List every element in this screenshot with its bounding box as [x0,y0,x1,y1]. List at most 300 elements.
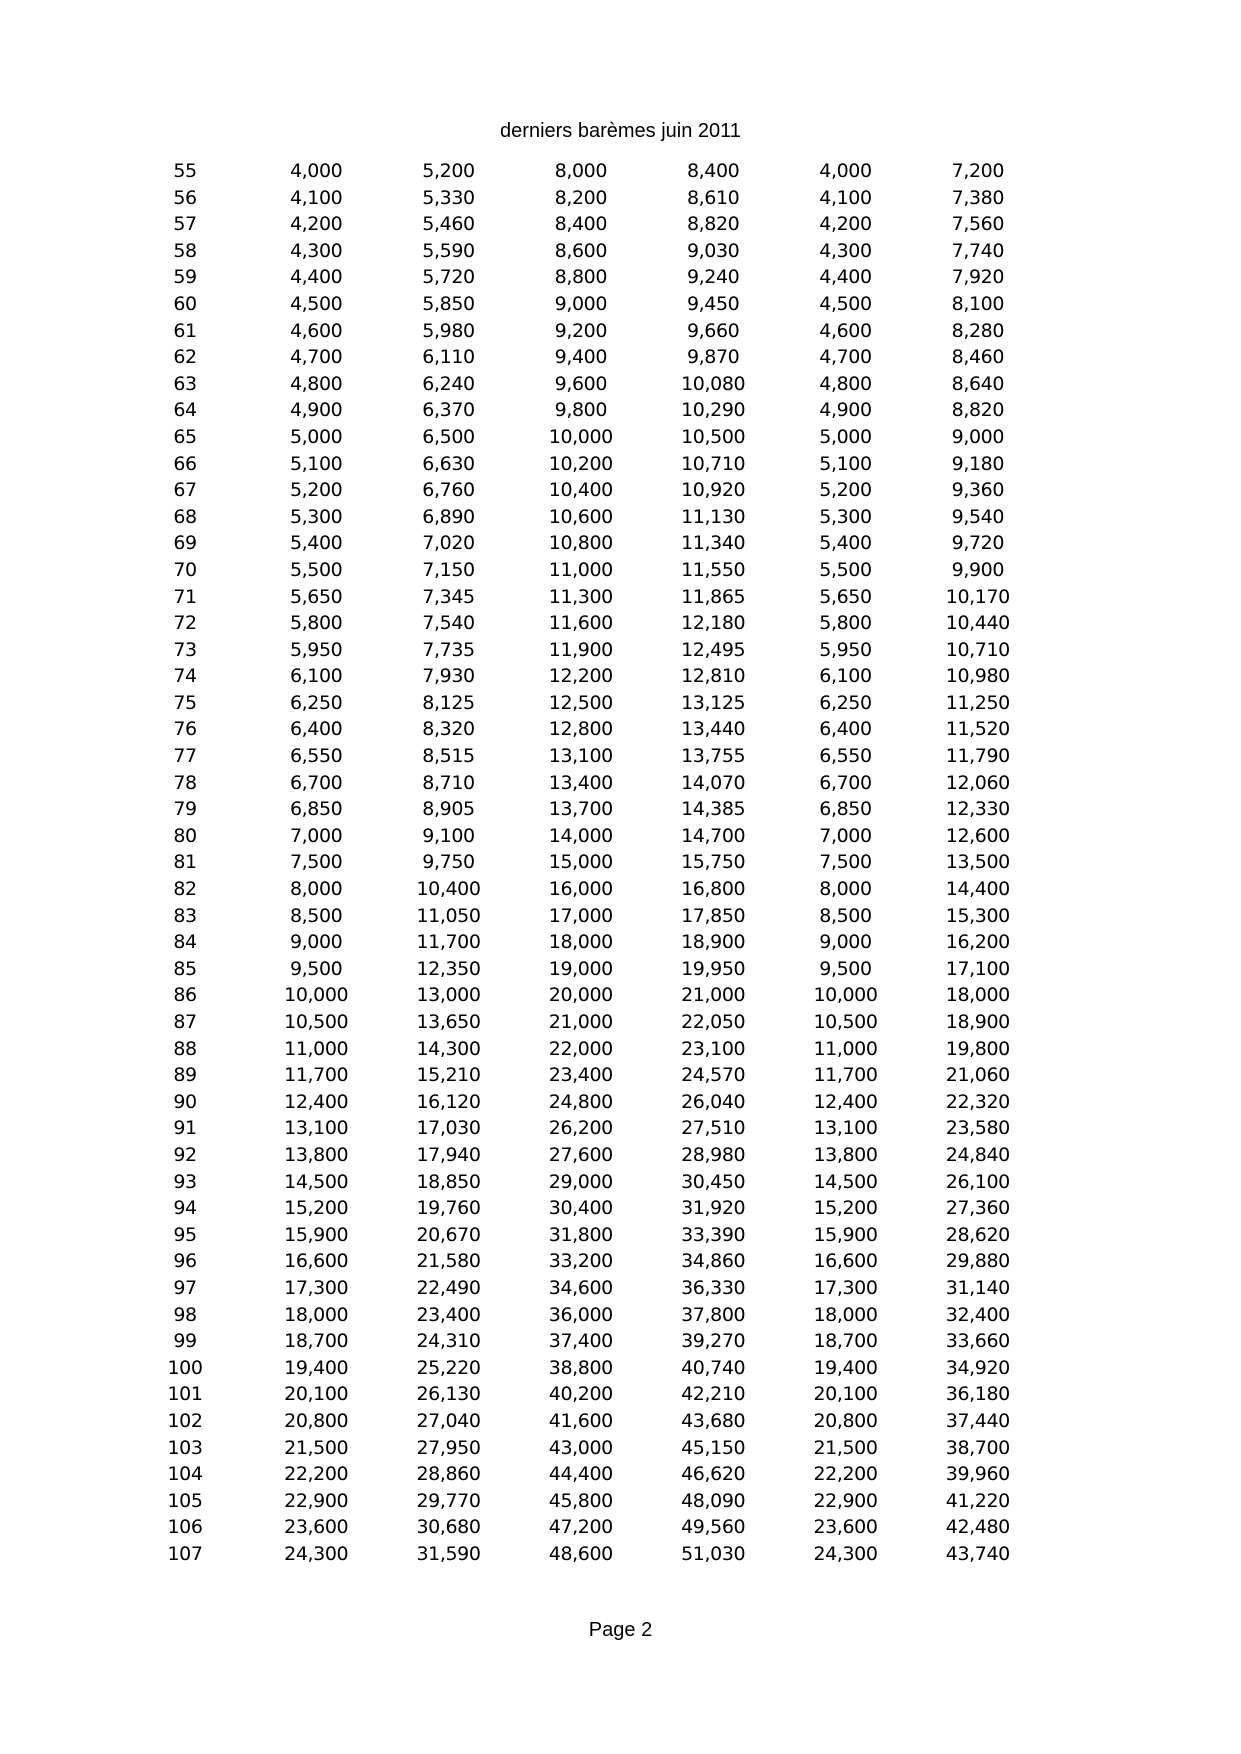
row-index-cell: 84 [173,931,197,954]
table-cell: 12,330 [945,798,1010,821]
table-cell: 30,400 [548,1197,613,1220]
row-index-cell: 61 [173,319,197,342]
table-cell: 11,300 [548,585,613,608]
table-cell: 13,800 [813,1143,878,1166]
table-cell: 8,500 [819,904,872,927]
table-cell: 4,500 [819,292,872,315]
row-index-cell: 57 [173,213,197,236]
table-cell: 7,540 [422,612,475,635]
table-cell: 31,590 [416,1542,481,1565]
table-cell: 11,900 [548,638,613,661]
table-row [120,424,1044,451]
table-row [120,1355,1044,1382]
row-index-cell: 88 [173,1037,197,1060]
row-index-cell: 106 [167,1516,203,1539]
table-cell: 6,250 [819,691,872,714]
table-cell: 24,800 [548,1090,613,1113]
table-row [120,690,1044,717]
row-index-cell: 76 [173,718,197,741]
table-cell: 22,900 [813,1489,878,1512]
table-cell: 9,000 [289,931,343,954]
table-row [120,1089,1044,1116]
table-cell: 45,800 [548,1489,613,1512]
row-index-cell: 93 [173,1170,197,1193]
row-index-cell: 101 [167,1383,203,1406]
table-cell: 12,400 [284,1090,349,1113]
table-cell: 19,000 [548,957,613,980]
table-cell: 23,580 [945,1117,1010,1140]
table-cell: 9,200 [554,319,608,342]
table-cell: 6,700 [289,771,343,794]
table-row [120,770,1044,797]
table-row [120,876,1044,903]
table-cell: 9,400 [554,346,608,369]
table-cell: 10,080 [681,372,746,395]
table-cell: 14,500 [284,1170,349,1193]
row-index-cell: 96 [173,1250,197,1273]
table-cell: 16,600 [813,1250,878,1273]
table-cell: 4,300 [819,239,872,262]
table-row [120,982,1044,1009]
table-cell: 7,500 [819,851,872,874]
table-cell: 5,100 [819,452,872,475]
table-cell: 9,240 [686,266,740,289]
row-index-cell: 59 [173,266,197,289]
table-cell: 13,000 [416,984,481,1007]
table-cell: 5,850 [422,292,475,315]
table-cell: 47,200 [548,1516,613,1539]
table-cell: 4,800 [289,372,343,395]
table-cell: 24,300 [813,1542,878,1565]
table-cell: 4,600 [289,319,343,342]
table-cell: 29,000 [548,1170,613,1193]
table-cell: 24,310 [416,1330,481,1353]
table-row [120,929,1044,956]
table-cell: 12,200 [548,665,613,688]
table-cell: 34,600 [548,1276,613,1299]
row-index-cell: 74 [173,665,197,688]
table-cell: 4,900 [819,399,872,422]
table-cell: 4,900 [289,399,343,422]
table-cell: 43,000 [548,1436,613,1459]
row-index-cell: 73 [173,638,197,661]
row-index-cell: 58 [173,239,197,262]
table-cell: 23,400 [548,1064,613,1087]
table-cell: 26,200 [548,1117,613,1140]
table-cell: 10,500 [681,425,746,448]
table-cell: 5,500 [289,558,343,581]
table-row [120,1142,1044,1169]
table-cell: 8,515 [422,745,475,768]
table-cell: 27,040 [416,1409,481,1432]
table-row [120,849,1044,876]
row-index-cell: 95 [173,1223,197,1246]
table-cell: 34,860 [681,1250,746,1273]
table-cell: 15,750 [681,851,746,874]
table-cell: 32,400 [945,1303,1010,1326]
table-row [120,1328,1044,1355]
table-cell: 9,500 [819,957,872,980]
table-cell: 10,440 [945,612,1010,635]
table-cell: 22,200 [813,1463,878,1486]
page-number: Page 2 [588,1619,653,1641]
table-cell: 10,400 [548,479,613,502]
table-cell: 21,000 [548,1011,613,1033]
table-cell: 29,880 [945,1250,1010,1273]
table-cell: 5,400 [819,532,872,555]
table-cell: 13,500 [945,851,1010,874]
table-cell: 6,850 [289,798,343,821]
table-cell: 8,280 [951,319,1005,342]
row-index-cell: 71 [173,585,197,608]
table-cell: 13,100 [813,1117,878,1140]
table-cell: 5,200 [289,479,343,502]
table-cell: 11,000 [548,558,613,581]
table-cell: 9,750 [422,851,475,874]
table-row [120,264,1044,291]
table-cell: 7,500 [289,851,343,874]
table-cell: 7,345 [422,585,475,608]
table-cell: 5,400 [289,532,343,555]
table-cell: 21,500 [284,1436,349,1459]
table-cell: 7,920 [951,266,1005,289]
table-cell: 7,200 [951,160,1005,182]
table-row [120,1062,1044,1089]
table-cell: 23,600 [813,1516,878,1539]
table-cell: 4,700 [819,346,872,369]
table-cell: 11,790 [945,745,1010,768]
table-cell: 41,220 [945,1489,1010,1512]
table-cell: 23,600 [284,1516,349,1539]
table-cell: 20,670 [416,1223,481,1246]
table-cell: 23,100 [681,1037,746,1060]
table-cell: 49,560 [681,1516,746,1539]
table-cell: 10,400 [416,878,481,901]
table-cell: 9,500 [289,957,343,980]
table-cell: 18,850 [416,1170,481,1193]
table-cell: 13,800 [284,1143,349,1166]
table-cell: 5,330 [422,186,475,209]
table-cell: 24,840 [945,1143,1010,1166]
row-index-cell: 65 [173,425,197,448]
row-index-cell: 83 [173,904,197,927]
table-cell: 16,200 [945,931,1010,954]
table-row [120,1435,1044,1462]
table-cell: 4,100 [289,186,343,209]
table-cell: 7,000 [819,824,872,847]
table-row [120,1461,1044,1488]
table-cell: 21,500 [813,1436,878,1459]
row-index-cell: 98 [173,1303,197,1326]
row-index-cell: 103 [167,1436,203,1459]
table-cell: 34,920 [945,1356,1010,1379]
row-index-cell: 102 [167,1409,203,1432]
row-index-cell: 92 [173,1143,197,1166]
table-cell: 38,700 [945,1436,1010,1459]
table-row [120,1195,1044,1222]
table-cell: 36,330 [681,1276,746,1299]
table-cell: 11,520 [945,718,1010,741]
table-cell: 10,000 [813,984,878,1007]
table-row [120,557,1044,584]
table-cell: 11,250 [945,691,1010,714]
table-cell: 10,920 [681,479,746,502]
row-index-cell: 90 [173,1090,197,1113]
table-cell: 19,400 [284,1356,349,1379]
row-index-cell: 68 [173,505,197,528]
table-cell: 11,700 [416,931,481,954]
table-row [120,1036,1044,1063]
table-cell: 10,000 [284,984,349,1007]
table-cell: 20,800 [813,1409,878,1432]
table-cell: 10,980 [945,665,1010,688]
table-cell: 11,865 [681,585,746,608]
table-cell: 27,600 [548,1143,613,1166]
table-cell: 4,400 [819,266,872,289]
table-cell: 5,460 [422,213,475,236]
table-cell: 8,000 [554,160,608,182]
table-cell: 37,800 [681,1303,746,1326]
table-cell: 8,640 [951,372,1005,395]
table-cell: 9,100 [422,824,475,847]
table-cell: 26,100 [945,1170,1010,1193]
table-cell: 10,800 [548,532,613,555]
table-cell: 15,900 [284,1223,349,1246]
table-cell: 4,700 [289,346,343,369]
row-index-cell: 97 [173,1276,197,1299]
table-cell: 7,380 [951,186,1005,209]
table-cell: 48,600 [548,1542,613,1565]
table-cell: 12,060 [945,771,1010,794]
table-cell: 5,000 [289,425,343,448]
table-row [120,1169,1044,1196]
table-cell: 9,000 [819,931,872,954]
table-cell: 24,300 [284,1542,349,1565]
table-row [120,584,1044,611]
table-row [120,318,1044,345]
table-cell: 14,000 [548,824,613,847]
table-cell: 6,760 [422,479,475,502]
table-cell: 8,125 [422,691,475,714]
table-cell: 6,850 [819,798,872,821]
table-cell: 29,770 [416,1489,481,1512]
table-row [120,637,1044,664]
table-cell: 30,680 [416,1516,481,1539]
table-cell: 17,100 [945,957,1010,980]
row-index-cell: 107 [167,1542,203,1565]
table-cell: 8,400 [554,213,608,236]
table-cell: 4,200 [289,213,343,236]
table-cell: 8,800 [554,266,608,289]
table-row [120,291,1044,318]
table-cell: 8,000 [819,878,872,901]
table-cell: 16,800 [681,878,746,901]
table-cell: 22,050 [681,1011,746,1033]
table-cell: 13,700 [548,798,613,821]
table-cell: 43,740 [945,1542,1010,1565]
table-row [120,185,1044,212]
table-row [120,344,1044,371]
table-cell: 14,700 [681,824,746,847]
table-row [120,238,1044,265]
table-cell: 4,600 [819,319,872,342]
table-cell: 6,100 [289,665,343,688]
table-row [120,1115,1044,1142]
table-cell: 7,930 [422,665,475,688]
table-cell: 18,700 [284,1330,349,1353]
table-cell: 14,500 [813,1170,878,1193]
table-cell: 4,200 [819,213,872,236]
table-cell: 6,630 [422,452,475,475]
table-cell: 6,400 [289,718,343,741]
table-cell: 51,030 [681,1542,746,1565]
table-row [120,1408,1044,1435]
table-cell: 12,495 [681,638,746,661]
table-row [120,1248,1044,1275]
table-row [120,1514,1044,1541]
table-cell: 16,120 [416,1090,481,1113]
table-cell: 5,300 [819,505,872,528]
row-index-cell: 104 [167,1463,203,1486]
row-index-cell: 60 [173,292,197,315]
table-cell: 19,950 [681,957,746,980]
table-cell: 10,290 [681,399,746,422]
table-cell: 18,000 [945,984,1010,1007]
row-index-cell: 100 [167,1356,203,1379]
table-cell: 25,220 [416,1356,481,1379]
table-cell: 38,800 [548,1356,613,1379]
table-cell: 9,450 [686,292,740,315]
table-cell: 26,040 [681,1090,746,1113]
table-cell: 16,600 [284,1250,349,1273]
row-index-cell: 86 [173,984,197,1007]
table-cell: 8,320 [422,718,475,741]
table-cell: 6,550 [819,745,872,768]
table-cell: 8,610 [686,186,740,209]
table-cell: 8,710 [422,771,475,794]
table-cell: 18,000 [284,1303,349,1326]
table-cell: 5,200 [422,160,475,182]
table-cell: 11,600 [548,612,613,635]
table-cell: 37,440 [945,1409,1010,1432]
table-cell: 8,400 [686,160,740,182]
table-row [120,530,1044,557]
table-cell: 9,900 [951,558,1005,581]
table-cell: 4,000 [289,160,343,182]
table-cell: 11,000 [813,1037,878,1060]
row-index-cell: 81 [173,851,197,874]
table-cell: 17,850 [681,904,746,927]
table-cell: 10,200 [548,452,613,475]
table-cell: 26,130 [416,1383,481,1406]
table-row [120,371,1044,398]
table-cell: 9,600 [554,372,608,395]
table-cell: 40,740 [681,1356,746,1379]
table-cell: 12,810 [681,665,746,688]
table-cell: 28,620 [945,1223,1010,1246]
table-cell: 17,030 [416,1117,481,1140]
table-cell: 5,950 [289,638,343,661]
row-index-cell: 56 [173,186,197,209]
table-cell: 10,500 [284,1011,349,1033]
table-cell: 6,400 [819,718,872,741]
table-cell: 22,490 [416,1276,481,1299]
table-cell: 12,350 [416,957,481,980]
table-cell: 17,000 [548,904,613,927]
table-cell: 11,700 [284,1064,349,1087]
table-cell: 45,150 [681,1436,746,1459]
table-cell: 13,100 [548,745,613,768]
table-cell: 11,340 [681,532,746,555]
table-cell: 13,400 [548,771,613,794]
table-cell: 13,440 [681,718,746,741]
table-row [120,716,1044,743]
row-index-cell: 66 [173,452,197,475]
table-cell: 12,800 [548,718,613,741]
table-cell: 20,100 [284,1383,349,1406]
table-cell: 7,020 [422,532,475,555]
table-cell: 12,400 [813,1090,878,1113]
table-cell: 5,500 [819,558,872,581]
table-cell: 39,960 [945,1463,1010,1486]
table-cell: 19,760 [416,1197,481,1220]
table-cell: 10,600 [548,505,613,528]
table-body [120,158,1044,1567]
table-cell: 9,870 [686,346,740,369]
table-cell: 7,000 [289,824,343,847]
table-cell: 9,180 [951,452,1005,475]
table-cell: 5,800 [819,612,872,635]
table-cell: 7,560 [951,213,1005,236]
table-cell: 5,300 [289,505,343,528]
table-row [120,743,1044,770]
table-cell: 27,950 [416,1436,481,1459]
table-cell: 17,300 [284,1276,349,1299]
table-cell: 21,000 [681,984,746,1007]
table-cell: 19,400 [813,1356,878,1379]
table-cell: 4,000 [819,160,872,182]
table-cell: 5,980 [422,319,475,342]
table-cell: 27,510 [681,1117,746,1140]
row-index-cell: 75 [173,691,197,714]
table-cell: 24,570 [681,1064,746,1087]
table-cell: 8,600 [554,239,608,262]
table-cell: 6,110 [422,346,475,369]
row-index-cell: 79 [173,798,197,821]
table-cell: 20,800 [284,1409,349,1432]
table-cell: 17,940 [416,1143,481,1166]
table-cell: 8,460 [951,346,1005,369]
row-index-cell: 82 [173,878,197,901]
table-cell: 9,800 [554,399,608,422]
table-cell: 10,710 [945,638,1010,661]
table-row [120,823,1044,850]
table-cell: 11,700 [813,1064,878,1087]
table-row [120,477,1044,504]
table-row [120,397,1044,424]
table-cell: 18,000 [813,1303,878,1326]
table-row [120,1275,1044,1302]
row-index-cell: 70 [173,558,197,581]
row-index-cell: 80 [173,824,197,847]
table-row [120,211,1044,238]
table-cell: 6,250 [289,691,343,714]
table-cell: 8,820 [686,213,740,236]
table-cell: 18,700 [813,1330,878,1353]
table-cell: 18,900 [681,931,746,954]
table-cell: 6,890 [422,505,475,528]
table-cell: 5,800 [289,612,343,635]
